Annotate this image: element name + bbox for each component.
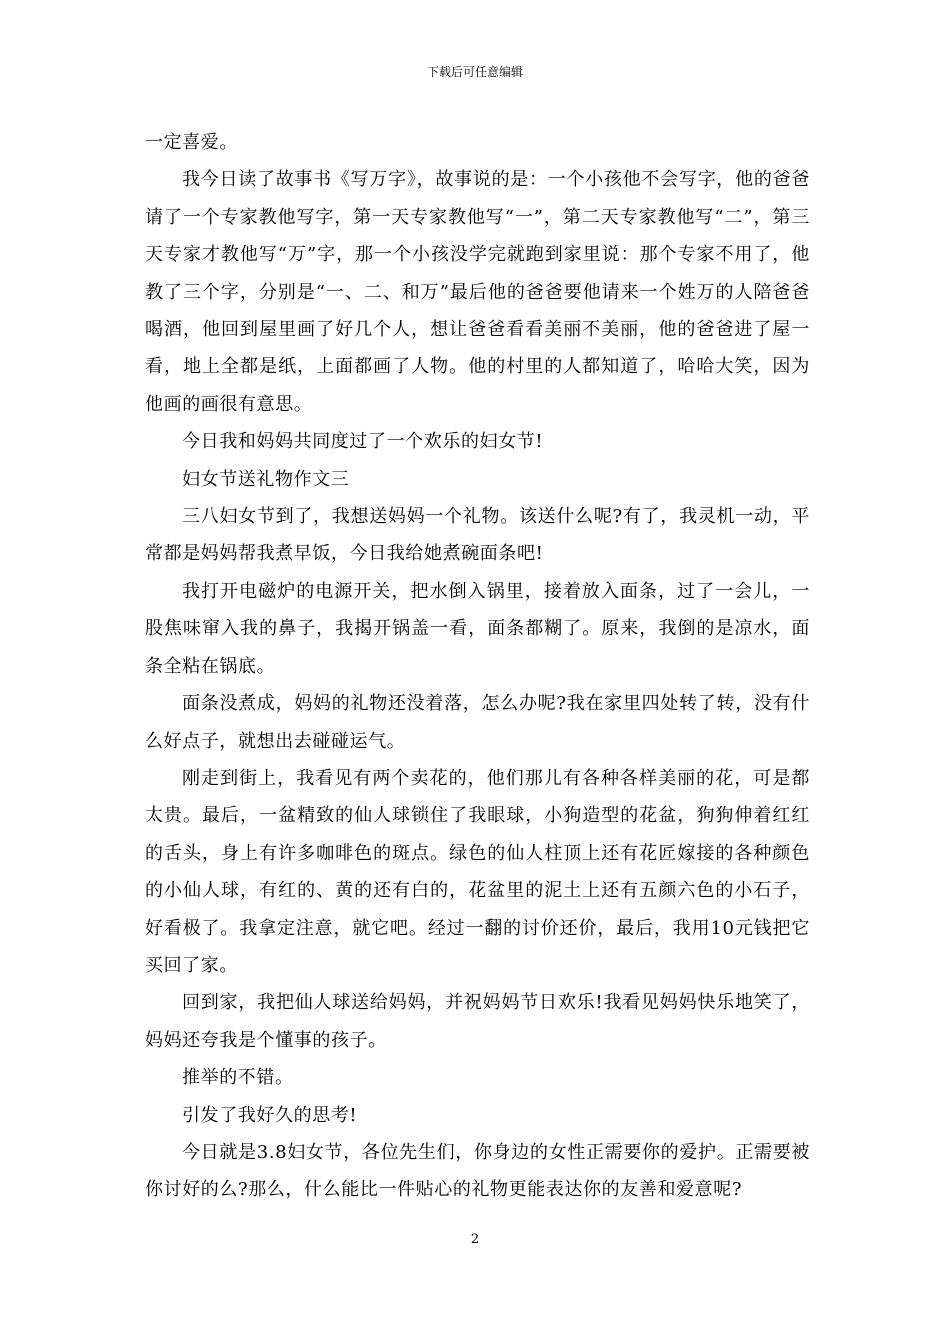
- paragraph: 回到家，我把仙人球送给妈妈，并祝妈妈节日欢乐!我看见妈妈快乐地笑了，妈妈还夸我是个懂事的孩子。: [145, 992, 810, 1051]
- paragraph: 引发了我好久的思考!: [182, 1104, 358, 1126]
- section-heading: 妇女节送礼物作文三: [182, 468, 350, 490]
- paragraph: 我今日读了故事书《写万字》，故事说的是：一个小孩他不会写字，他的爸爸请了一个专家教他写字，第一天专家教他写“一”，第二天专家教他写“二”，第三天专家才教他写“万”字，那一个小孩没学完就跑到家里说：那个专家不用了，他教了三个字，分别是“一、二、和万”最后他的爸爸要他请来一个姓万的人陪爸爸喝酒，他回到屋里画了好几个人，想让爸爸看看美丽不美丽，他的爸爸进了屋一看，地上全都是纸，上面都画了人物。他的村里的人都知道了，哈哈大笑，因为他画的画很有意思。: [145, 169, 810, 415]
- paragraph: 一定喜爱。: [145, 132, 238, 153]
- paragraph: 今日就是3.8妇女节，各位先生们，你身边的女性正需要你的爱护。正需要被你讨好的么?那么，什么能比一件贴心的礼物更能表达你的友善和爱意呢?: [145, 1141, 810, 1201]
- paragraph: 今日我和妈妈共同度过了一个欢乐的妇女节!: [182, 431, 544, 453]
- paragraph: 三八妇女节到了，我想送妈妈一个礼物。该送什么呢?有了，我灵机一动，平常都是妈妈帮我煮早饭，今日我给她煮碗面条吧!: [145, 506, 810, 565]
- document-body: [145, 124, 810, 1209]
- paragraph: 刚走到街上，我看见有两个卖花的，他们那儿有各种各样美丽的花，可是都太贵。最后，一盆精致的仙人球锁住了我眼球，小狗造型的花盆，狗狗伸着红红的舌头，身上有许多咖啡色的斑点。绿色的仙人柱顶上还有花匠嫁接的各种颜色的小仙人球，有红的、黄的还有白的，花盆里的泥土上还有五颜六色的小石子，好看极了。我拿定注意，就它吧。经过一翻的讨价还价，最后，我用10元钱把它买回了家。: [145, 767, 810, 976]
- page-number: 2: [470, 1232, 480, 1247]
- page-header: 下载后可任意编辑: [426, 65, 523, 79]
- paragraph: 面条没煮成，妈妈的礼物还没着落，怎么办呢?我在家里四处转了转，没有什么好点子，就想出去碰碰运气。: [145, 693, 810, 752]
- paragraph: 我打开电磁炉的电源开关，把水倒入锅里，接着放入面条，过了一会儿，一股焦味窜入我的鼻子，我揭开锅盖一看，面条都糊了。原来，我倒的是凉水，面条全粘在锅底。: [145, 580, 810, 677]
- paragraph: 推举的不错。: [182, 1067, 294, 1089]
